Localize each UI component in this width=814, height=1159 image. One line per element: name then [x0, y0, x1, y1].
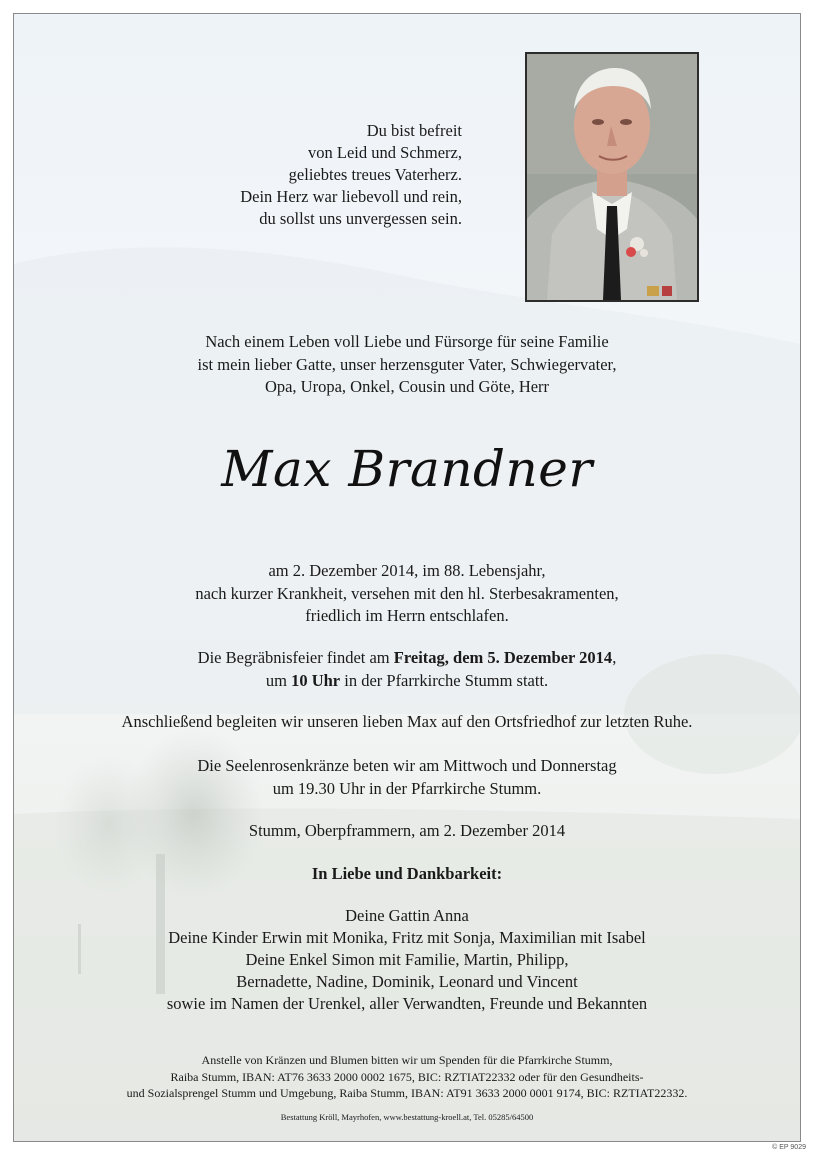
deceased-name: Max Brandner	[221, 440, 593, 498]
portrait-photo	[525, 52, 699, 302]
funeral-time: 10 Uhr	[291, 670, 341, 690]
poem-line: von Leid und Schmerz,	[308, 143, 462, 162]
funeral-text: in der Pfarrkirche Stumm statt.	[340, 670, 549, 690]
funeral-text: ,	[612, 648, 617, 667]
death-notice	[14, 560, 800, 628]
undertaker-info: Bestattung Kröll, Mayrhofen, www.bestattung-kroell.at, Tel. 05285/64500	[280, 1112, 534, 1122]
poem-line: du sollst uns unvergessen sein.	[259, 209, 462, 228]
donation-line: und Sozialsprengel Stumm und Umgebung, Raiba Stumm, IBAN: AT91 3633 2000 0001 9174, BIC: RZTIAT22332.	[126, 1086, 688, 1100]
poem-line: geliebtes treues Vaterherz.	[288, 165, 462, 184]
mourner-line: Bernadette, Nadine, Dominik, Leonard und Vincent	[236, 972, 578, 991]
poem	[142, 120, 462, 230]
donation-request	[14, 1052, 800, 1102]
mourner-line: Deine Enkel Simon mit Familie, Martin, Philipp,	[245, 950, 569, 969]
death-notice-line: friedlich im Herrn entschlafen.	[305, 606, 509, 625]
rosary-info	[14, 755, 800, 800]
funeral-text: um	[265, 670, 292, 690]
funeral-info	[14, 647, 800, 692]
place-date: Stumm, Oberpframmern, am 2. Dezember 2014	[248, 821, 566, 840]
funeral-date: Freitag, dem 5. Dezember 2014	[393, 648, 613, 667]
thanks-heading: In Liebe und Dankbarkeit:	[311, 864, 503, 883]
rosary-line: Die Seelenrosenkränze beten wir am Mittwoch und Donnerstag	[197, 756, 617, 775]
funeral-line-1	[14, 647, 800, 670]
copyright-note: © EP 9029	[772, 1144, 806, 1151]
intro-line: Nach einem Leben voll Liebe und Fürsorge für seine Familie	[205, 332, 609, 351]
death-notice-line: nach kurzer Krankheit, versehen mit den hl. Sterbesakramenten,	[195, 583, 619, 603]
burial-info: Anschließend begleiten wir unseren lieben Max auf den Ortsfriedhof zur letzten Ruhe.	[121, 712, 693, 731]
poem-line: Du bist befreit	[366, 121, 462, 140]
intro-text	[14, 331, 800, 399]
intro-line: ist mein lieber Gatte, unser herzensguter Vater, Schwiegervater,	[197, 354, 617, 374]
poem-line: Dein Herz war liebevoll und rein,	[240, 187, 462, 206]
mourner-line: Deine Gattin Anna	[345, 906, 469, 925]
mourners-list	[14, 905, 800, 1015]
donation-line: Anstelle von Kränzen und Blumen bitten wir um Spenden für die Pfarrkirche Stumm,	[201, 1053, 613, 1067]
funeral-line-2	[14, 670, 800, 693]
rosary-line: um 19.30 Uhr in der Pfarrkirche Stumm.	[272, 778, 542, 798]
mourner-line: Deine Kinder Erwin mit Monika, Fritz mit Sonja, Maximilian mit Isabel	[168, 928, 646, 947]
death-notice-line: am 2. Dezember 2014, im 88. Lebensjahr,	[268, 561, 546, 580]
portrait-image	[527, 54, 697, 300]
funeral-text: Die Begräbnisfeier findet am	[197, 648, 394, 667]
obituary-card	[13, 13, 801, 1142]
intro-line: Opa, Uropa, Onkel, Cousin und Göte, Herr	[264, 377, 550, 396]
mourner-line: sowie im Namen der Urenkel, aller Verwandten, Freunde und Bekannten	[166, 994, 648, 1013]
donation-line: Raiba Stumm, IBAN: AT76 3633 2000 0002 1675, BIC: RZTIAT22332 oder für den Gesundheits-	[170, 1069, 644, 1084]
